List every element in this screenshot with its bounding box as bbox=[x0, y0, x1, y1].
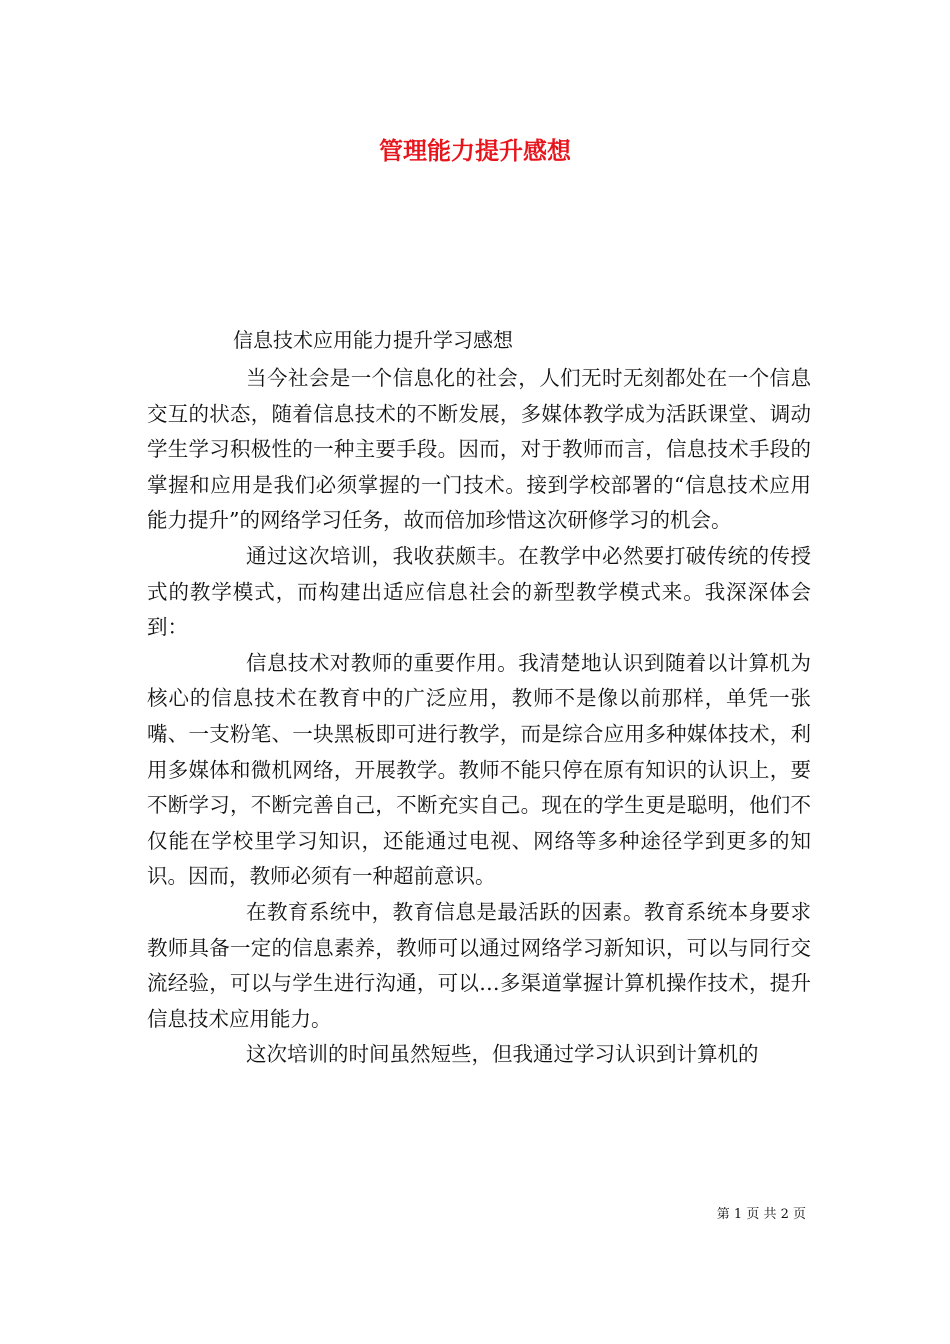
paragraph: 这次培训的时间虽然短些，但我通过学习认识到计算机的 bbox=[246, 1042, 759, 1067]
paragraph: 当今社会是一个信息化的社会，人们无时无刻都处在一个信息交互的状态，随着信息技术的不断发展，多媒体教学成为活跃课堂、调动学生学习积极性的一种主要手段。因而，对于教师而言，信息技术手段的掌握和应用是我们必须掌握的一门技术。接到学校部署的“信息技术应用能力提升”的网络学习任务，故而倍加珍惜这次研修学习的机会。 bbox=[147, 366, 811, 533]
document-title: 管理能力提升感想 bbox=[379, 136, 571, 165]
document-subtitle: 信息技术应用能力提升学习感想 bbox=[233, 328, 513, 352]
page-footer: 第 1 页 共 2 页 bbox=[716, 1207, 806, 1222]
paragraph: 在教育系统中，教育信息是最活跃的因素。教育系统本身要求教师具备一定的信息素养，教师可以通过网络学习新知识，可以与同行交流经验，可以与学生进行沟通，可以…多渠道掌握计算机操作技术，提升信息技术应用能力。 bbox=[147, 899, 811, 1031]
document-body bbox=[147, 361, 811, 1073]
paragraph: 信息技术对教师的重要作用。我清楚地认识到随着以计算机为核心的信息技术在教育中的广泛应用，教师不是像以前那样，单凭一张嘴、一支粉笔、一块黑板即可进行教学，而是综合应用多种媒体技术，利用多媒体和微机网络，开展教学。教师不能只停在原有知识的认识上，要不断学习，不断完善自己，不断充实自己。现在的学生更是聪明，他们不仅能在学校里学习知识，还能通过电视、网络等多种途径学到更多的知识。因而，教师必须有一种超前意识。 bbox=[147, 650, 811, 889]
paragraph: 通过这次培训，我收获颇丰。在教学中必然要打破传统的传授式的教学模式，而构建出适应信息社会的新型教学模式来。我深深体会到： bbox=[147, 543, 811, 640]
